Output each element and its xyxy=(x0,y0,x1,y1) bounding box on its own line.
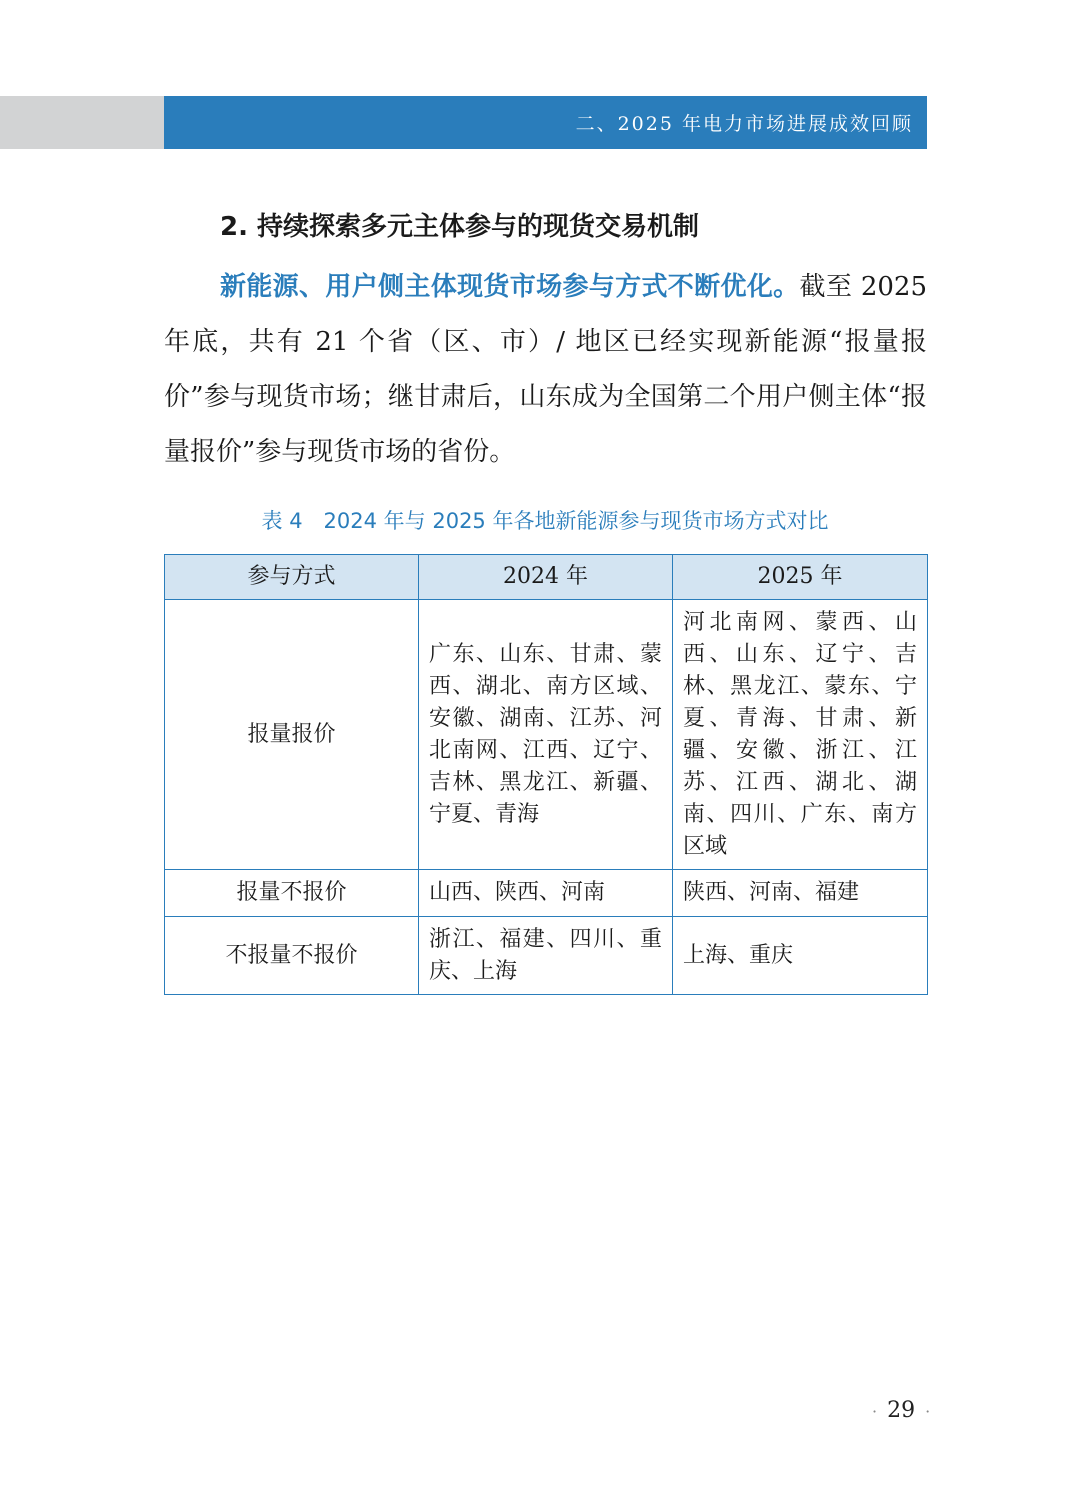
mode-cell: 报量报价 xyxy=(165,600,419,870)
header-2025: 2025 年 xyxy=(673,555,928,600)
cell-2024: 浙江、福建、四川、重庆、上海 xyxy=(419,917,673,995)
body-paragraph xyxy=(164,260,927,480)
paragraph-body: 截至 2025 年底，共有 21 个省（区、市）/ 地区已经实现新能源“报量报价”参与现货市场；继甘肃后，山东成为全国第二个用户侧主体“报量报价”参与现货市场的省份。 xyxy=(164,272,927,467)
table-header-row xyxy=(165,555,928,600)
running-title: 二、2025 年电力市场进展成效回顾 xyxy=(575,113,913,135)
header-gray-band xyxy=(0,96,164,149)
header-mode: 参与方式 xyxy=(165,555,419,600)
cell-2025: 陕西、河南、福建 xyxy=(673,870,928,917)
mode-cell: 报量不报价 xyxy=(165,870,419,917)
cell-2025: 河北南网、蒙西、山西、山东、辽宁、吉林、黑龙江、蒙东、宁夏、青海、甘肃、新疆、安徽、浙江、江苏、江西、湖北、湖南、四川、广东、南方区域 xyxy=(673,600,928,870)
paragraph-highlight: 新能源、用户侧主体现货市场参与方式不断优化。 xyxy=(220,272,800,302)
running-header xyxy=(164,96,927,149)
table-caption: 表 4 2024 年与 2025 年各地新能源参与现货市场方式对比 xyxy=(261,509,829,533)
section-heading: 2. 持续探索多元主体参与的现货交易机制 xyxy=(220,212,700,242)
mode-cell: 不报量不报价 xyxy=(165,917,419,995)
cell-2024: 山西、陕西、河南 xyxy=(419,870,673,917)
page-number xyxy=(862,1398,940,1423)
page-dot-left: · xyxy=(872,1402,878,1421)
cell-2025: 上海、重庆 xyxy=(673,917,928,995)
cell-2024: 广东、山东、甘肃、蒙西、湖北、南方区域、安徽、湖南、江苏、河北南网、江西、辽宁、吉林、黑龙江、新疆、宁夏、青海 xyxy=(419,600,673,870)
comparison-table xyxy=(164,554,928,995)
table-row xyxy=(165,917,928,995)
table-row xyxy=(165,870,928,917)
header-2024: 2024 年 xyxy=(419,555,673,600)
page-number-text: 29 xyxy=(887,1398,916,1423)
table-row xyxy=(165,600,928,870)
page-dot-right: · xyxy=(925,1402,931,1421)
